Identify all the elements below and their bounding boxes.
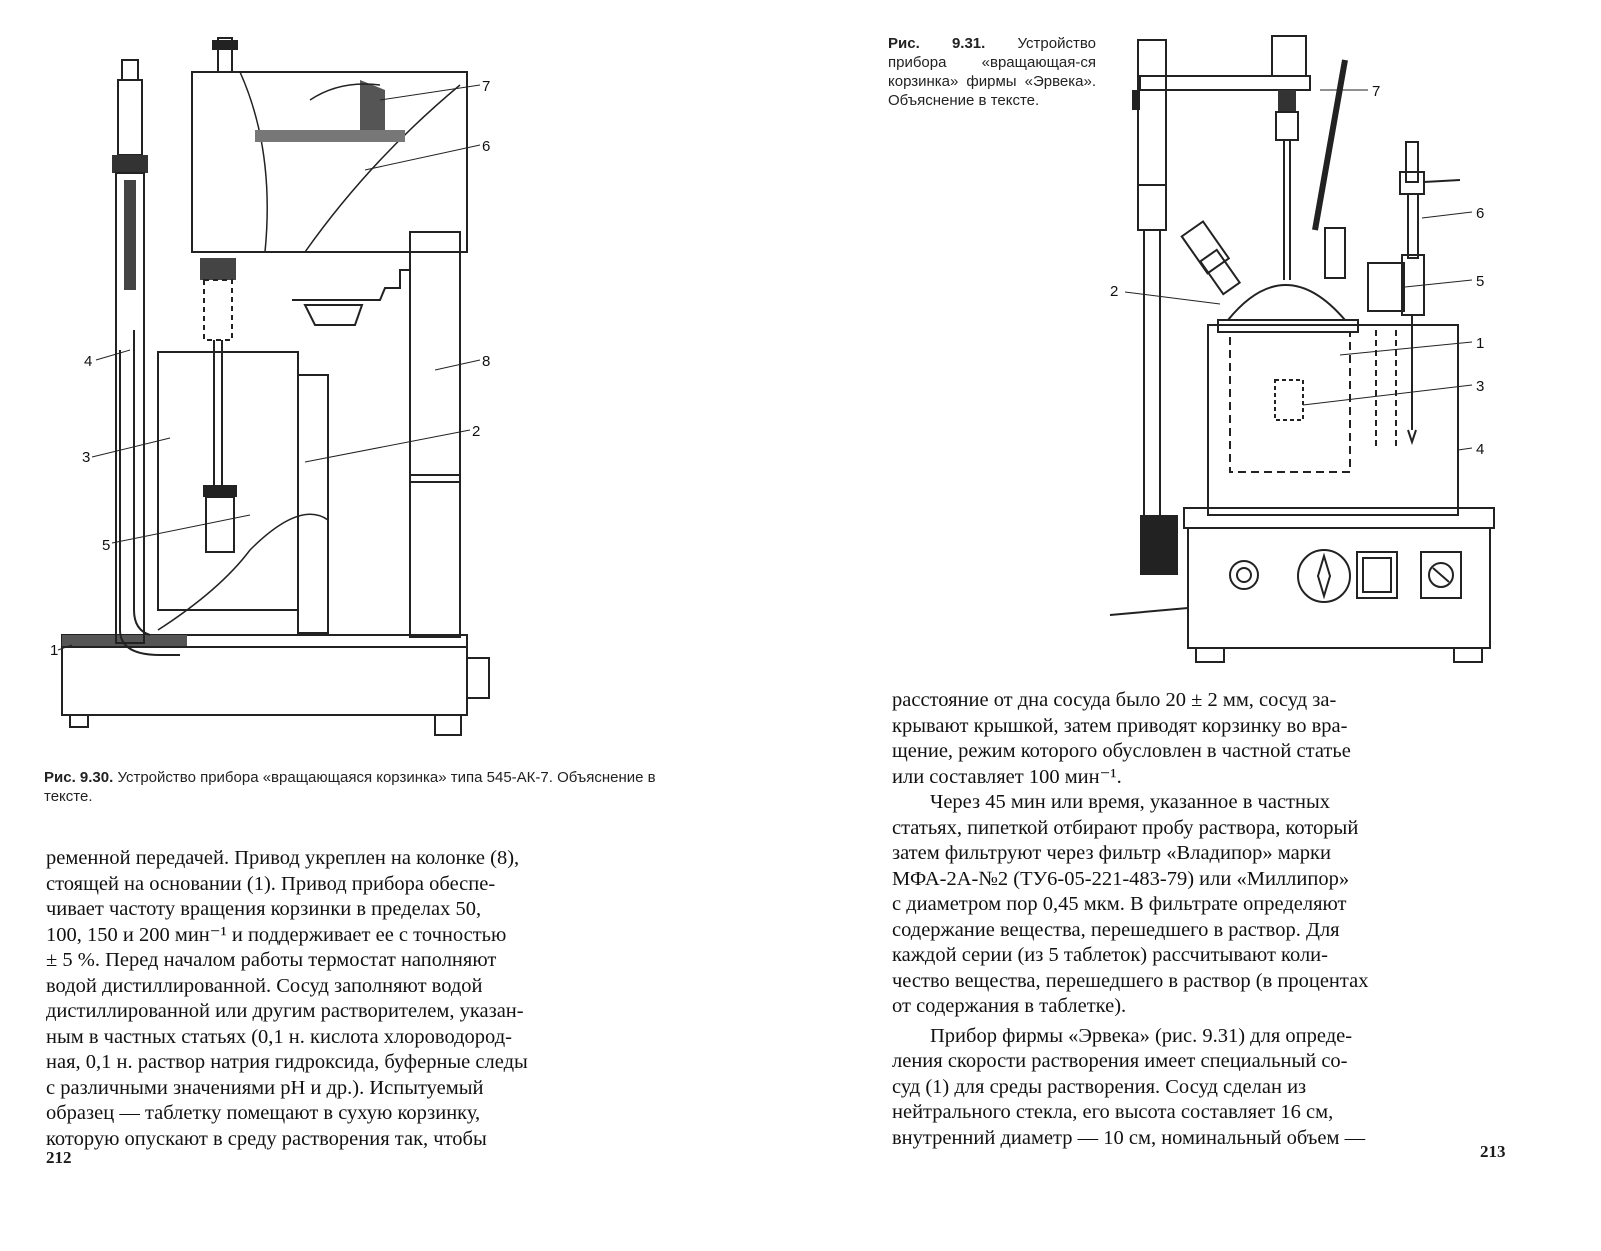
caption-text: Устройство прибора «вращающаяся корзинка» типа 545-АК-7. Объяснение в тексте.: [44, 769, 656, 805]
text-line: водой дистиллированной. Сосуд заполняют водой: [46, 974, 483, 997]
page-number: 213: [1480, 1142, 1506, 1161]
right-body-text: [892, 688, 1506, 1151]
text-line: чество вещества, перешедшего в раствор (в процентах: [892, 969, 1369, 992]
label-2: 2: [472, 423, 481, 440]
figure-9-30-caption: [44, 768, 684, 806]
text-line: чивает частоту вращения корзинки в пределах 50,: [46, 898, 482, 920]
label-3: 3: [82, 449, 91, 466]
text-line: ная, 0,1 н. раствор натрия гидроксида, буферные следы: [46, 1051, 528, 1073]
column: [410, 232, 460, 637]
label-7: 7: [482, 78, 491, 95]
label-4: 4: [84, 353, 93, 370]
label-3: 3: [1476, 378, 1485, 395]
text-line: нейтрального стекла, его высота составляет 16 см,: [892, 1101, 1334, 1123]
text-line: с различными значениями рН и др.). Испытуемый: [46, 1076, 484, 1099]
label-5: 5: [102, 537, 111, 554]
text-line: МФА-2А-№2 (ТУ6-05-221-483-79) или «Миллипор»: [892, 867, 1350, 890]
text-line: расстояние от дна сосуда было 20 ± 2 мм, сосуд за-: [892, 689, 1337, 711]
figure-9-30-apparatus-diagram: [40, 30, 510, 760]
caption-number: Рис. 9.30.: [44, 769, 114, 786]
vessel-lid: [1228, 285, 1345, 320]
text-line: с диаметром пор 0,45 мкм. В фильтрате определяют: [892, 893, 1347, 915]
label-8: 8: [482, 353, 491, 370]
text-line: от содержания в таблетке).: [892, 995, 1127, 1017]
text-line: образец — таблетку помещают в сухую корзинку,: [46, 1102, 481, 1124]
label-1: 1: [1476, 335, 1485, 352]
text-line: Через 45 мин или время, указанное в частных: [930, 791, 1331, 813]
text-line: щение, режим которого обусловлен в частной статье: [892, 740, 1351, 762]
label-6: 6: [1476, 205, 1485, 222]
figure-9-31-caption: [888, 34, 1096, 110]
caption-text: Устройство прибора «вращающая-ся корзинка» фирмы «Эрвека». Объяснение в тексте.: [888, 35, 1097, 109]
left-page: [0, 0, 800, 1251]
text-line: или составляет 100 мин⁻¹.: [892, 765, 1122, 788]
label-4: 4: [1476, 441, 1485, 458]
label-2: 2: [1110, 283, 1119, 300]
vessel: [158, 352, 298, 610]
water-bath-4: [1208, 325, 1458, 515]
label-6: 6: [482, 138, 491, 155]
stand-pole: [1138, 40, 1166, 230]
caption-number: Рис. 9.31.: [888, 35, 986, 52]
text-line: каждой серии (из 5 таблеток) рассчитывают коли-: [892, 944, 1328, 966]
label-1: 1: [50, 642, 59, 659]
text-line: содержание вещества, перешедшего в раствор. Для: [892, 918, 1340, 941]
left-body-text: [46, 846, 664, 1152]
figure-9-31-apparatus-diagram: [1100, 30, 1530, 680]
label-7: 7: [1372, 83, 1381, 100]
text-line: затем фильтруют через фильтр «Владипор» марки: [892, 842, 1331, 864]
label-5: 5: [1476, 273, 1485, 290]
text-line: которую опускают в среду растворения так, чтобы: [46, 1127, 487, 1150]
text-line: Прибор фирмы «Эрвека» (рис. 9.31) для опреде-: [930, 1024, 1353, 1047]
text-line: крывают крышкой, затем приводят корзинку во вра-: [892, 714, 1348, 737]
text-line: внутренний диаметр — 10 см, номинальный объем —: [892, 1126, 1366, 1149]
text-line: суд (1) для среды растворения. Сосуд сделан из: [892, 1075, 1307, 1098]
text-line: дистиллированной или другим растворителем, указан-: [46, 1000, 524, 1022]
right-page: [800, 0, 1601, 1251]
text-line: статьях, пипеткой отбирают пробу раствора, который: [892, 816, 1359, 839]
text-line: стоящей на основании (1). Привод прибора обеспе-: [46, 872, 496, 895]
text-line: ± 5 %. Перед началом работы термостат наполняют: [46, 949, 497, 971]
text-line: ным в частных статьях (0,1 н. кислота хлороводород-: [46, 1025, 512, 1048]
control-base: [1188, 528, 1490, 648]
text-line: ления скорости растворения имеет специальный со-: [892, 1050, 1348, 1072]
page-number: 212: [46, 1148, 72, 1167]
text-line: ременной передачей. Привод укреплен на колонке (8),: [46, 847, 520, 869]
text-line: 100, 150 и 200 мин⁻¹ и поддерживает ее с точностью: [46, 923, 507, 946]
drive-housing: [192, 72, 467, 252]
